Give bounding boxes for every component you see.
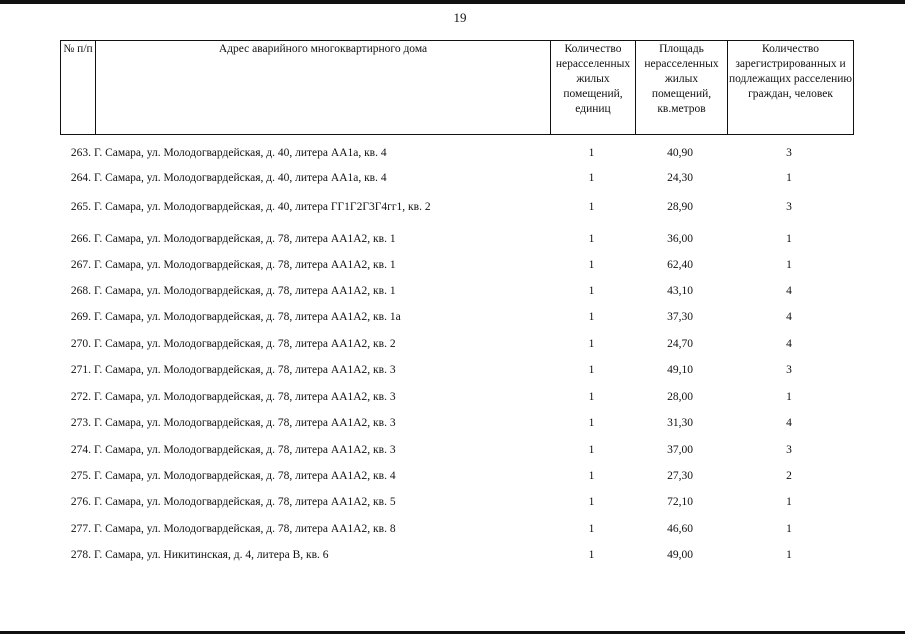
row-area: 72,10 — [667, 496, 693, 508]
table-row — [60, 360, 854, 380]
table-row — [60, 466, 854, 486]
row-units: 1 — [588, 496, 595, 508]
row-address: Г. Самара, ул. Молодогвардейская, д. 78, литера АА1А2, кв. 5 — [94, 496, 396, 508]
row-area: 37,30 — [667, 311, 693, 323]
row-units: 1 — [588, 201, 595, 213]
page-number: 19 — [453, 10, 467, 25]
row-people: 2 — [786, 470, 792, 482]
row-area: 28,00 — [667, 391, 693, 403]
row-area: 36,00 — [667, 233, 693, 245]
row-address: Г. Самара, ул. Молодогвардейская, д. 40, литера ГГ1Г2Г3Г4гг1, кв. 2 — [94, 201, 431, 213]
top-rule — [0, 0, 905, 4]
table-row — [60, 168, 854, 188]
row-number: 266. — [70, 233, 91, 245]
row-units: 1 — [588, 549, 595, 561]
row-units: 1 — [588, 338, 595, 350]
row-address: Г. Самара, ул. Молодогвардейская, д. 78, литера АА1А2, кв. 3 — [94, 444, 396, 456]
row-address: Г. Самара, ул. Молодогвардейская, д. 78, литера АА1А2, кв. 1 — [94, 285, 396, 297]
row-area: 31,30 — [667, 417, 693, 429]
row-address: Г. Самара, ул. Молодогвардейская, д. 78, литера АА1А2, кв. 3 — [94, 364, 396, 376]
row-people: 4 — [786, 417, 792, 429]
table-header — [60, 40, 854, 135]
row-address: Г. Самара, ул. Молодогвардейская, д. 78, литера АА1А2, кв. 3 — [94, 417, 396, 429]
row-people: 4 — [786, 311, 792, 323]
row-people: 1 — [786, 391, 792, 403]
row-people: 3 — [786, 147, 792, 159]
row-units: 1 — [588, 391, 595, 403]
row-units: 1 — [588, 444, 595, 456]
row-people: 1 — [786, 172, 792, 184]
table-row — [60, 387, 854, 407]
row-area: 37,00 — [667, 444, 693, 456]
row-people: 1 — [786, 496, 792, 508]
header-area: Площадь нерасселенных жилых помещений, кв.метров — [635, 41, 727, 134]
row-number: 267. — [70, 259, 91, 271]
row-address: Г. Самара, ул. Молодогвардейская, д. 78, литера АА1А2, кв. 3 — [94, 391, 396, 403]
row-units: 1 — [588, 172, 595, 184]
row-address: Г. Самара, ул. Молодогвардейская, д. 78, литера АА1А2, кв. 1 — [94, 259, 396, 271]
table-row — [60, 281, 854, 301]
row-area: 24,30 — [667, 172, 693, 184]
row-number: 265. — [70, 201, 91, 213]
row-area: 49,00 — [667, 549, 693, 561]
row-address: Г. Самара, ул. Молодогвардейская, д. 78, литера АА1А2, кв. 2 — [94, 338, 396, 350]
row-area: 62,40 — [667, 259, 693, 271]
row-number: 269. — [70, 311, 91, 323]
table-row — [60, 545, 854, 565]
table-row — [60, 143, 854, 163]
row-people: 4 — [786, 338, 792, 350]
row-people: 3 — [786, 201, 792, 213]
row-area: 40,90 — [667, 147, 693, 159]
header-units: Количество нерасселенных жилых помещений, единиц — [550, 41, 635, 134]
row-address: Г. Самара, ул. Никитинская, д. 4, литера В, кв. 6 — [94, 549, 329, 561]
table-row — [60, 519, 854, 539]
row-people: 1 — [786, 259, 792, 271]
row-units: 1 — [588, 233, 595, 245]
table-row — [60, 255, 854, 275]
row-units: 1 — [588, 523, 595, 535]
row-units: 1 — [588, 311, 595, 323]
table-row — [60, 229, 854, 249]
row-number: 273. — [70, 417, 91, 429]
row-address: Г. Самара, ул. Молодогвардейская, д. 78, литера АА1А2, кв. 8 — [94, 523, 396, 535]
row-address: Г. Самара, ул. Молодогвардейская, д. 78, литера АА1А2, кв. 1 — [94, 233, 396, 245]
row-area: 27,30 — [667, 470, 693, 482]
row-units: 1 — [588, 147, 595, 159]
row-area: 24,70 — [667, 338, 693, 350]
table-row — [60, 413, 854, 433]
header-people: Количество зарегистрированных и подлежащих расселению граждан, человек — [727, 41, 853, 134]
row-address: Г. Самара, ул. Молодогвардейская, д. 78, литера АА1А2, кв. 4 — [94, 470, 396, 482]
row-area: 28,90 — [667, 201, 693, 213]
row-area: 43,10 — [667, 285, 693, 297]
row-number: 277. — [70, 523, 91, 535]
row-number: 276. — [70, 496, 91, 508]
table-row — [60, 440, 854, 460]
header-num: № п/п — [63, 43, 93, 55]
row-number: 270. — [70, 338, 91, 350]
bottom-rule — [0, 631, 905, 634]
row-number: 278. — [70, 549, 91, 561]
row-address: Г. Самара, ул. Молодогвардейская, д. 78, литера АА1А2, кв. 1а — [94, 311, 401, 323]
row-units: 1 — [588, 364, 595, 376]
row-address: Г. Самара, ул. Молодогвардейская, д. 40, литера АА1а, кв. 4 — [94, 172, 387, 184]
row-units: 1 — [588, 285, 595, 297]
row-number: 274. — [70, 444, 91, 456]
row-units: 1 — [588, 259, 595, 271]
table-row — [60, 492, 854, 512]
row-people: 3 — [786, 444, 792, 456]
row-number: 271. — [70, 364, 91, 376]
table-row — [60, 197, 854, 217]
row-people: 1 — [786, 233, 792, 245]
row-people: 4 — [786, 285, 792, 297]
table-row — [60, 334, 854, 354]
row-units: 1 — [588, 470, 595, 482]
row-people: 3 — [786, 364, 792, 376]
header-address: Адрес аварийного многоквартирного дома — [95, 41, 550, 134]
row-number: 268. — [70, 285, 91, 297]
row-number: 275. — [70, 470, 91, 482]
row-people: 1 — [786, 549, 792, 561]
row-area: 49,10 — [667, 364, 693, 376]
row-units: 1 — [588, 417, 595, 429]
row-people: 1 — [786, 523, 792, 535]
row-address: Г. Самара, ул. Молодогвардейская, д. 40, литера АА1а, кв. 4 — [94, 147, 387, 159]
row-number: 272. — [70, 391, 91, 403]
row-number: 264. — [70, 172, 91, 184]
row-number: 263. — [70, 147, 91, 159]
row-area: 46,60 — [667, 523, 693, 535]
table-row — [60, 307, 854, 327]
